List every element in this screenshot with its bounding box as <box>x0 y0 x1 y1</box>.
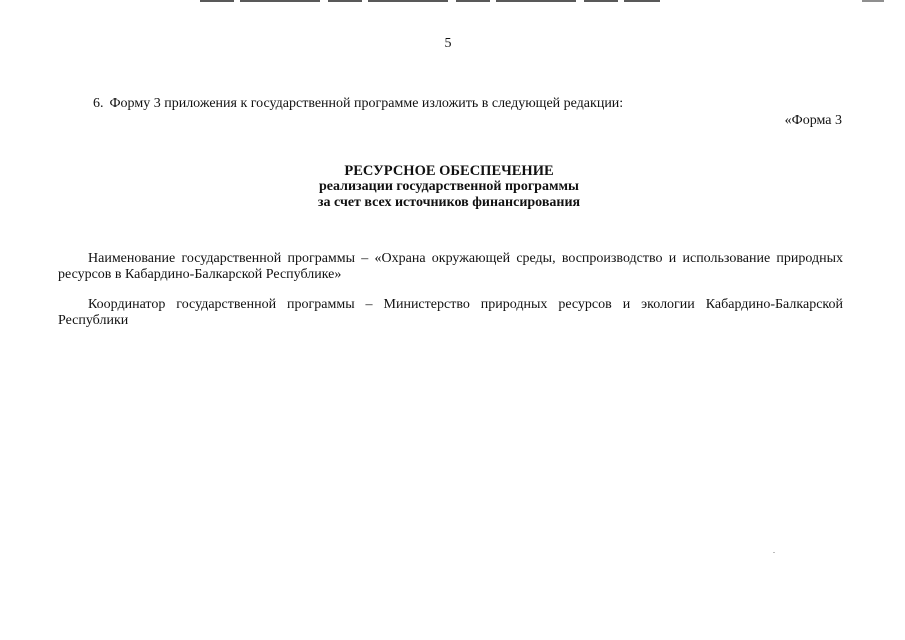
heading-title: РЕСУРСНОЕ ОБЕСПЕЧЕНИЕ <box>344 163 554 179</box>
program-name-paragraph: Наименование государственной программы – «Охрана окружающей среды, воспроизводство и использование природных ресурсов в Кабардино-Балкарской Республике» <box>58 251 843 282</box>
amendment-item-text: Форму 3 приложения к государственной программе изложить в следующей редакции: <box>109 96 624 111</box>
top-edge-rule <box>200 0 660 2</box>
top-edge-rule-right <box>862 0 884 2</box>
coordinator-paragraph: Координатор государственной программы – Министерство природных ресурсов и экологии Кабардино-Балкарской Республики <box>58 297 843 328</box>
heading-subtitle-2: за счет всех источников финансирования <box>317 195 581 210</box>
form-label: «Форма 3 <box>784 113 842 128</box>
heading-subtitle-1: реализации государственной программы <box>319 179 579 194</box>
document-heading <box>0 163 898 211</box>
page-number: 5 <box>444 36 452 51</box>
scan-artifact <box>773 552 775 553</box>
amendment-item-number: 6. <box>93 96 104 111</box>
amendment-item <box>93 96 623 112</box>
